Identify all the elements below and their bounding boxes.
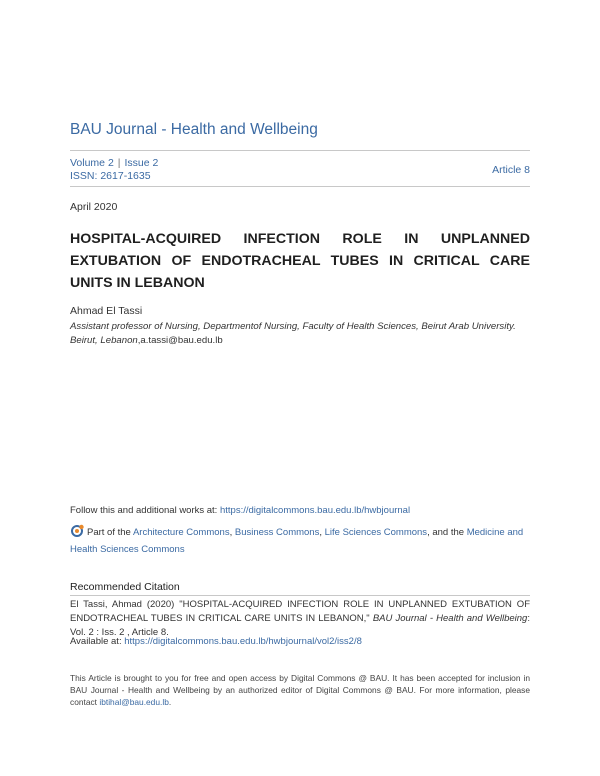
part-of-block (70, 524, 530, 558)
header-divider-top (70, 150, 530, 151)
life-sciences-commons-link[interactable]: Life Sciences Commons (324, 527, 428, 538)
architecture-commons-link[interactable]: Architecture Commons (132, 527, 230, 538)
follow-url-link[interactable]: https://digitalcommons.bau.edu.lb/hwbjournal (219, 505, 411, 516)
commons-separator-2: , (319, 527, 325, 538)
available-label: Available at: (70, 636, 125, 647)
volume-issue-block (70, 157, 158, 183)
commons-separator-1: , (229, 527, 235, 538)
author-affiliation (70, 320, 530, 348)
author-name: Ahmad El Tassi (70, 305, 143, 317)
commons-and-the: , and the (427, 527, 467, 538)
publication-date: April 2020 (70, 201, 118, 213)
follow-text: Follow this and additional works at: (70, 505, 220, 516)
notice-end: . (168, 697, 172, 707)
network-icon (70, 524, 84, 538)
issue-link[interactable]: Issue 2 (124, 157, 159, 169)
available-line (70, 636, 362, 647)
affiliation-text: Assistant professor of Nursing, Departmentof Nursing, Faculty of Health Sciences, Beirut Arab University. Beirut, Lebanon (70, 321, 516, 346)
citation-tail: : Vol. 2 : Iss. 2 , Article 8. (70, 613, 530, 638)
open-access-notice (70, 672, 530, 708)
article-number-link[interactable]: Article 8 (492, 164, 530, 176)
journal-title[interactable]: BAU Journal - Health and Wellbeing (70, 121, 318, 138)
issn-text: ISSN: 2617-1635 (70, 170, 151, 182)
medicine-health-sciences-commons-link[interactable]: Medicine and Health Sciences Commons (70, 527, 524, 555)
citation-text (70, 598, 530, 640)
citation-plain: El Tassi, Ahmad (2020) "HOSPITAL-ACQUIRED INFECTION ROLE IN UNPLANNED EXTUBATION OF ENDOTRACHEAL TUBES IN CRITICAL CARE UNITS IN LEBANON," (70, 599, 530, 624)
header-divider-bottom (70, 186, 530, 187)
contact-email-link[interactable]: ibtihal@bau.edu.lb (99, 697, 169, 707)
volume-separator: | (117, 157, 121, 169)
notice-text: This Article is brought to you for free and open access by Digital Commons @ BAU. It has been accepted for inclusion in BAU Journal - Health and Wellbeing by an authorized editor of Digital Commons @ BAU. For more information, please contact (70, 673, 530, 707)
part-of-prefix: Part of the (87, 527, 133, 538)
available-url-link[interactable]: https://digitalcommons.bau.edu.lb/hwbjournal/vol2/iss2/8 (124, 636, 362, 647)
author-email: ,a.tassi@bau.edu.lb (137, 335, 223, 346)
volume-link[interactable]: Volume 2 (70, 157, 114, 169)
business-commons-link[interactable]: Business Commons (234, 527, 320, 538)
recommended-citation-heading: Recommended Citation (70, 581, 180, 593)
citation-journal: BAU Journal - Health and Wellbeing (372, 613, 528, 624)
article-title: HOSPITAL-ACQUIRED INFECTION ROLE IN UNPLANNED EXTUBATION OF ENDOTRACHEAL TUBES IN CRITICAL CARE UNITS IN LEBANON (70, 231, 530, 291)
follow-line (70, 505, 410, 516)
citation-divider (70, 595, 530, 596)
